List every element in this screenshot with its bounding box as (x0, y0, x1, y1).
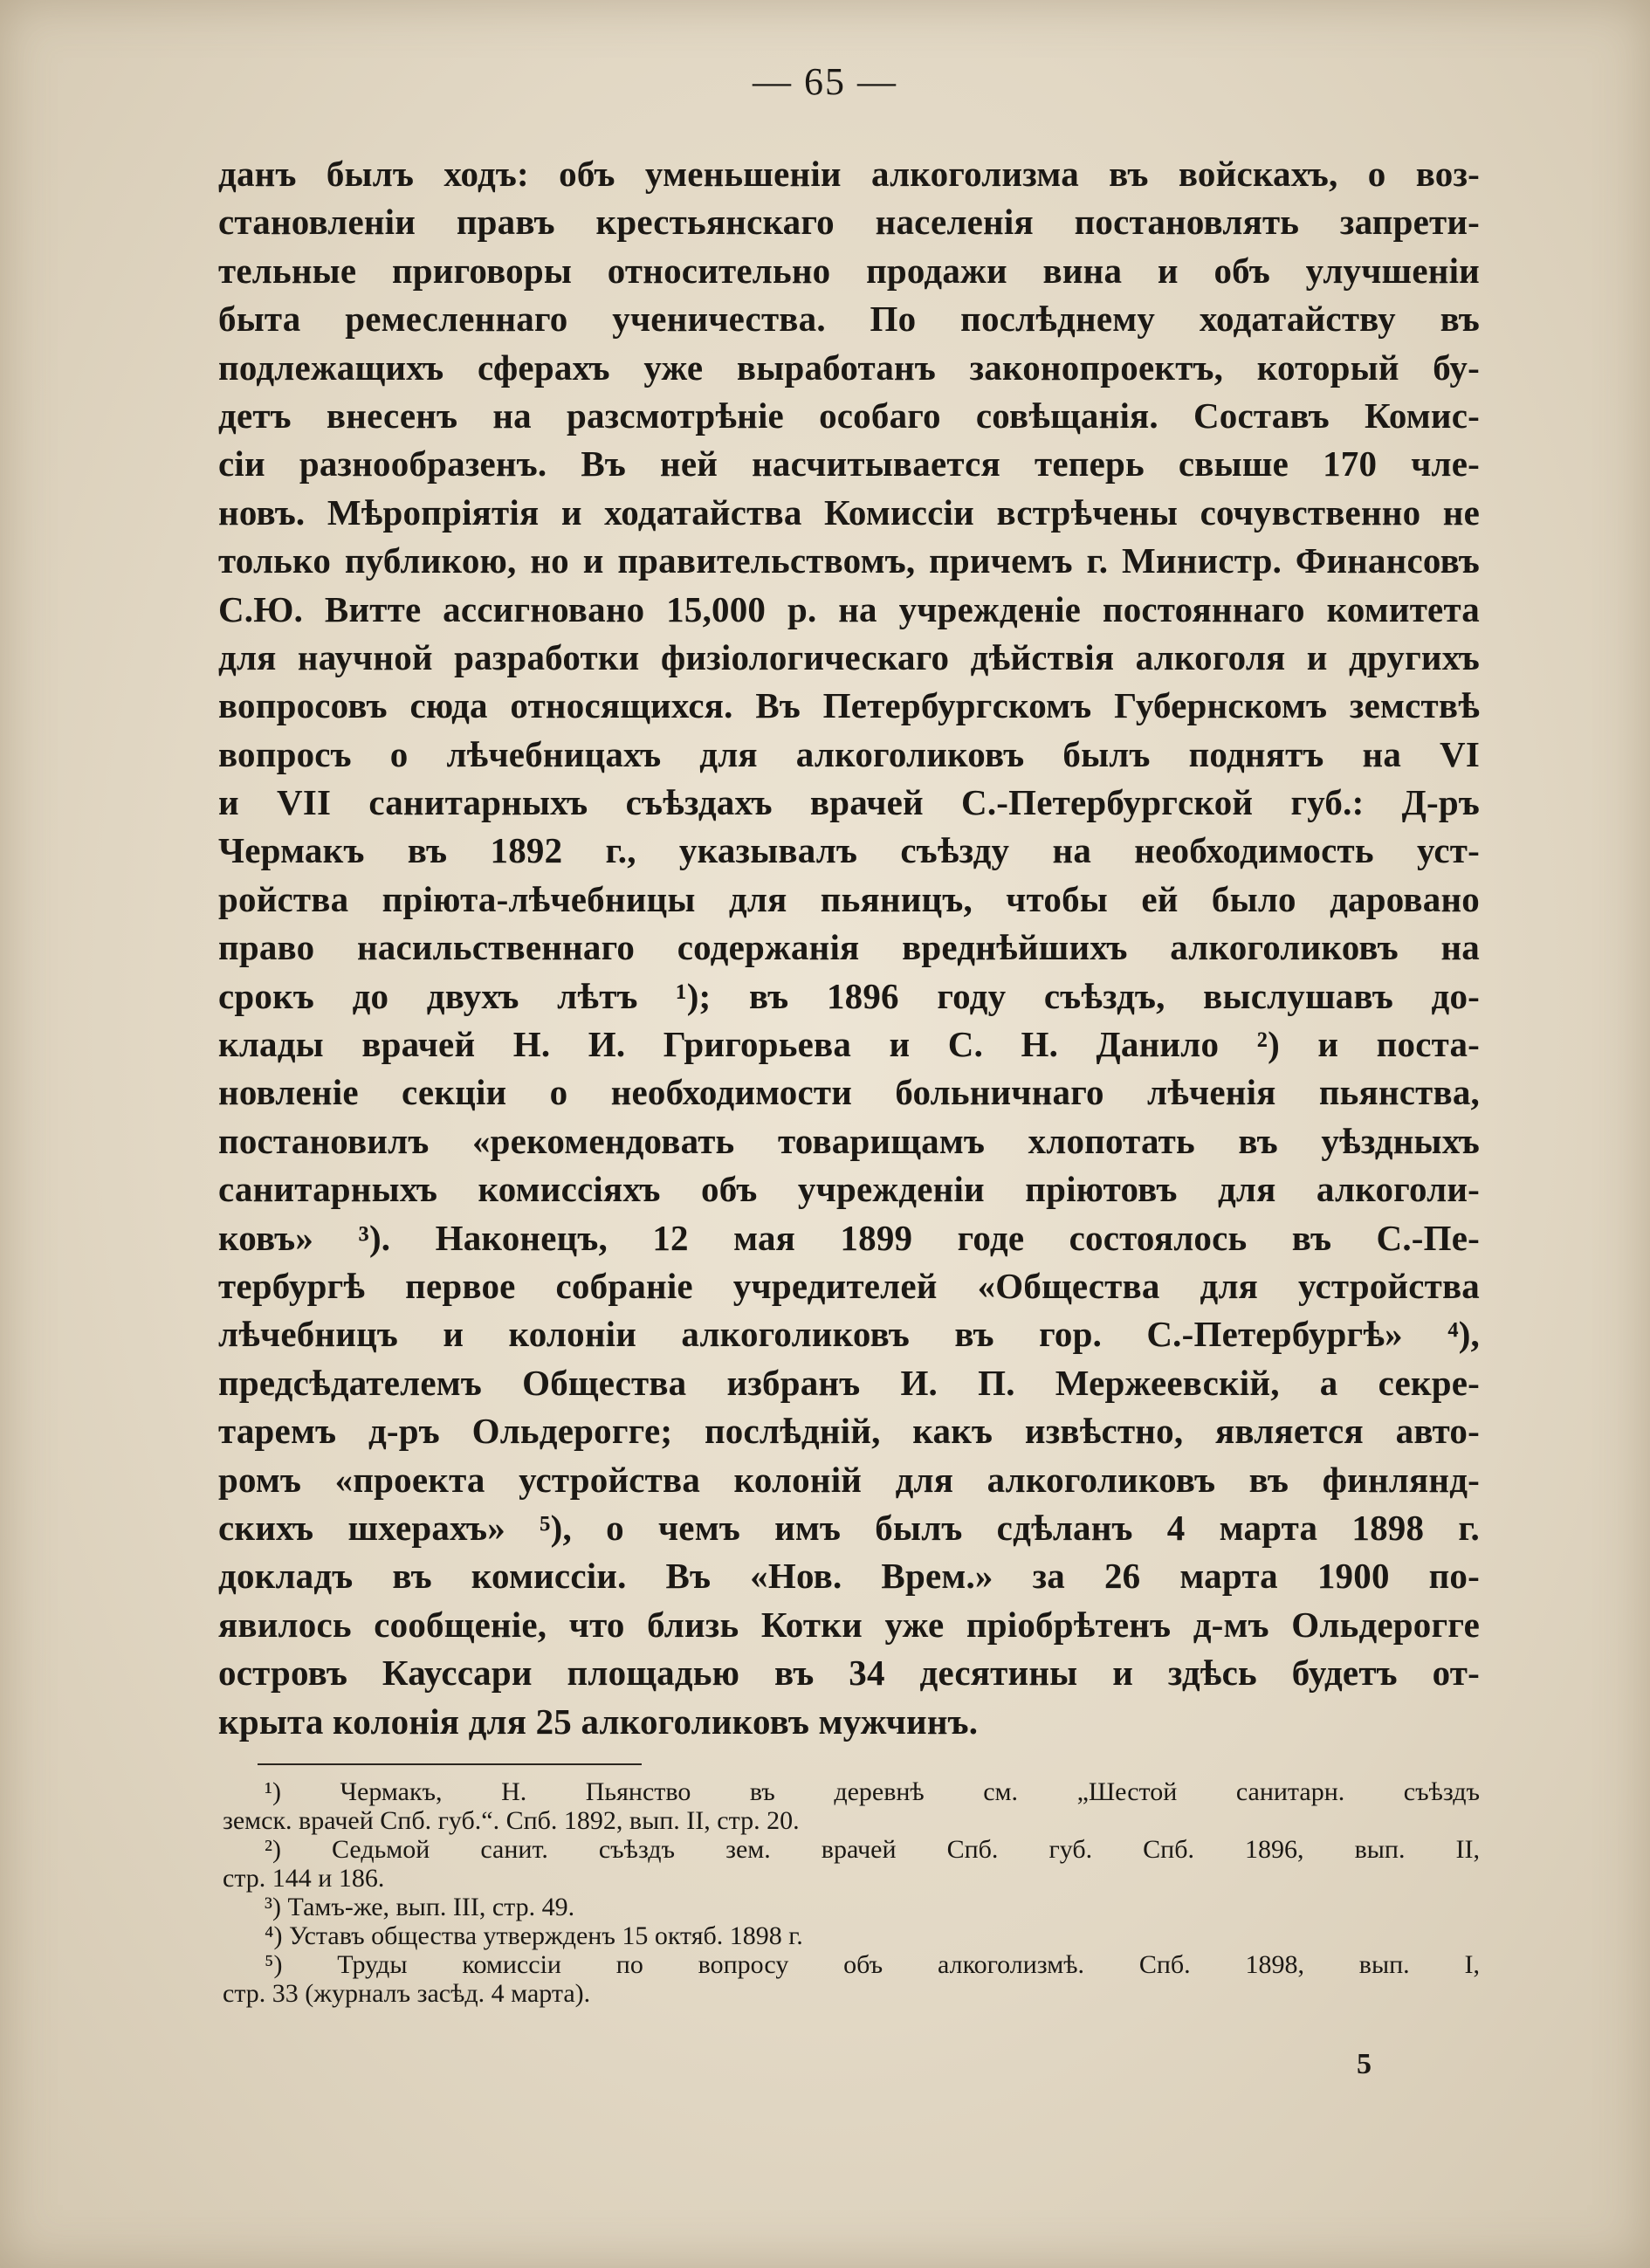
text-line: срокъ до двухъ лѣтъ ¹); въ 1896 году съѣздъ, выслушавъ до- (218, 975, 1480, 1016)
text-line: детъ внесенъ на разсмотрѣніе особаго совѣщанія. Составъ Комис- (218, 395, 1480, 436)
text-line: сіи разнообразенъ. Въ ней насчитывается теперь свыше 170 чле- (218, 443, 1480, 485)
text-line: ковъ» ³). Наконецъ, 12 мая 1899 годе состоялось въ С.-Пе- (218, 1217, 1480, 1258)
text-line: докладъ въ комиссіи. Въ «Нов. Врем.» за 26 марта 1900 по- (218, 1556, 1480, 1597)
text-line: данъ былъ ходъ: объ уменьшеніи алкоголизма въ войскахъ, о воз- (218, 154, 1480, 194)
text-line: предсѣдателемъ Общества избранъ И. П. Мержеевскій, а секре- (218, 1362, 1480, 1403)
text-line: вопросовъ сюда относящихся. Въ Петербургскомъ Губернскомъ земствѣ (218, 685, 1480, 726)
text-line: и VII санитарныхъ съѣздахъ врачей С.-Петербургской губ.: Д-ръ (218, 782, 1480, 823)
text-line: подлежащихъ сферахъ уже выработанъ законопроектъ, который бу- (218, 347, 1480, 388)
footnote-line: ¹) Чермакъ, Н. Пьянство въ деревнѣ см. „Шестой санитарн. съѣздъ (265, 1777, 1480, 1806)
text-line: тельные приговоры относительно продажи вина и объ улучшеніи (218, 250, 1480, 291)
text-line: ромъ «проекта устройства колоній для алкоголиковъ въ финлянд- (218, 1459, 1480, 1500)
text-line: становленіи правъ крестьянскаго населенія постановлять запрети- (218, 202, 1480, 243)
text-line: вопросъ о лѣчебницахъ для алкоголиковъ былъ поднятъ на VI (218, 733, 1480, 774)
signature-mark: 5 (1357, 2048, 1372, 2080)
text-line: Чермакъ въ 1892 г., указывалъ съѣзду на необходимость уст- (218, 830, 1480, 871)
footnote-line: стр. 33 (журналъ засѣд. 4 марта). (223, 1979, 591, 2008)
text-line: право насильственнаго содержанія вреднѣйшихъ алкоголиковъ на (218, 927, 1480, 968)
text-line: быта ремесленнаго ученичества. По послѣднему ходатайству въ (218, 299, 1480, 340)
text-line: крыта колонія для 25 алкоголиковъ мужчинъ. (218, 1701, 979, 1742)
text-line: скихъ шхерахъ» ⁵), о чемъ имъ былъ сдѣланъ 4 марта 1898 г. (218, 1507, 1480, 1548)
text-line: тербургѣ первое собраніе учредителей «Общества для устройства (218, 1265, 1480, 1306)
body-text (218, 150, 1480, 1746)
page-number: — 65 — (753, 60, 897, 103)
text-line: ройства пріюта-лѣчебницы для пьяницъ, чтобы ей было даровано (218, 878, 1480, 919)
text-line: клады врачей Н. И. Григорьева и С. Н. Данило ²) и поста- (218, 1024, 1480, 1065)
footnote-divider (258, 1763, 642, 1765)
footnote-line: ⁵) Труды комиссіи по вопросу объ алкоголизмѣ. Спб. 1898, вып. I, (265, 1950, 1480, 1979)
footnote-line: ³) Тамъ-же, вып. III, стр. 49. (265, 1893, 575, 1921)
footnote-line: стр. 144 и 186. (223, 1864, 385, 1893)
text-line: новленіе секціи о необходимости больничнаго лѣченія пьянства, (218, 1072, 1480, 1113)
text-line: новъ. Мѣропріятія и ходатайства Комиссіи встрѣчены сочувственно не (218, 491, 1480, 533)
footnotes (223, 1777, 1480, 2008)
footnote-line: ⁴) Уставъ общества утвержденъ 15 октяб. 1898 г. (265, 1921, 803, 1950)
text-line: лѣчебницъ и колоніи алкоголиковъ въ гор. С.-Петербургѣ» ⁴), (218, 1314, 1480, 1355)
text-line: санитарныхъ комиссіяхъ объ учрежденіи пріютовъ для алкоголи- (218, 1169, 1480, 1210)
text-line: С.Ю. Витте ассигновано 15,000 р. на учрежденіе постояннаго комитета (218, 588, 1480, 629)
footnote-line: земск. врачей Спб. губ.“. Спб. 1892, вып. II, стр. 20. (223, 1806, 800, 1835)
text-line: таремъ д-ръ Ольдерогге; послѣдній, какъ извѣстно, является авто- (218, 1411, 1480, 1452)
footnote-line: ²) Седьмой санит. съѣздъ зем. врачей Спб. губ. Спб. 1896, вып. II, (265, 1835, 1480, 1864)
text-line: явилось сообщеніе, что близь Котки уже пріобрѣтенъ д-мъ Ольдерогге (218, 1604, 1480, 1645)
text-line: островъ Каусcари площадью въ 34 десятины и здѣсь будетъ от- (218, 1653, 1480, 1694)
text-line: для научной разработки физіологическаго дѣйствія алкоголя и другихъ (218, 636, 1480, 677)
text-line: постановилъ «рекомендовать товарищамъ хлопотать въ уѣздныхъ (218, 1120, 1480, 1161)
text-line: только публикою, но и правительствомъ, причемъ г. Министр. Финансовъ (218, 540, 1480, 581)
